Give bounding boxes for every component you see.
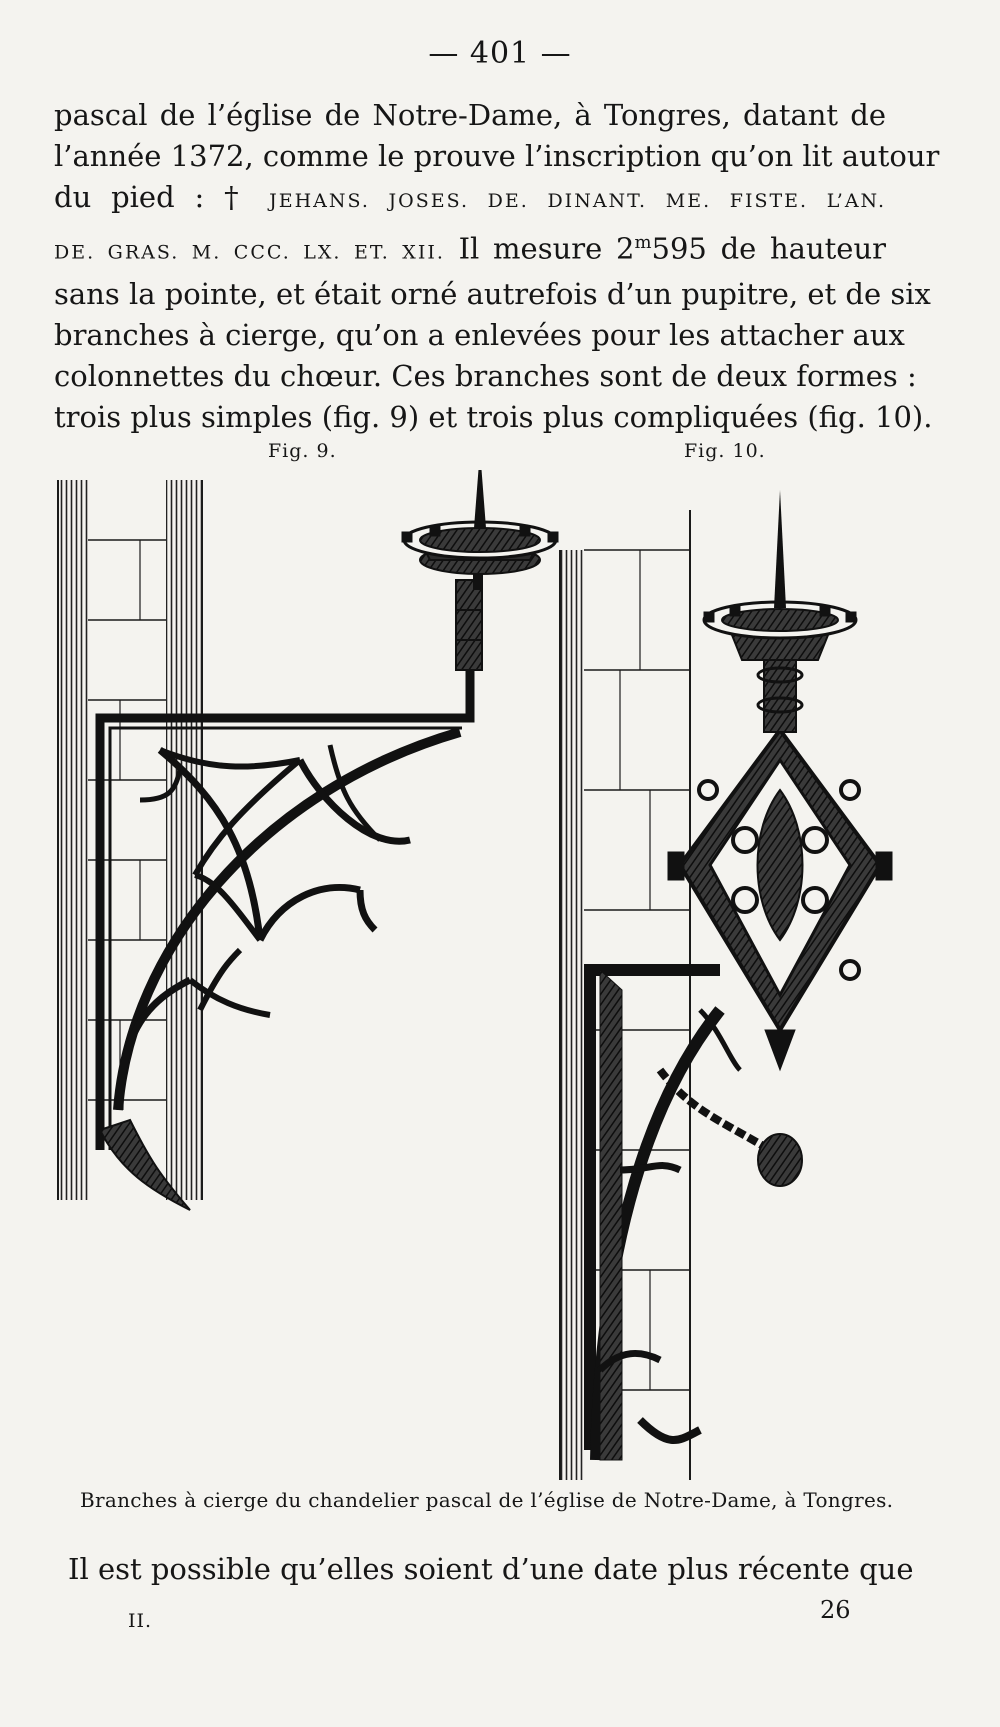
fig9-label: Fig. 9. bbox=[268, 440, 337, 462]
volume-mark: II. bbox=[128, 1610, 153, 1632]
body-line-3-prefix: du pied : bbox=[54, 180, 225, 214]
fig9-column bbox=[58, 480, 202, 1200]
measure-text: Il mesure 2 bbox=[444, 231, 635, 266]
body-line-4 bbox=[54, 222, 886, 274]
body-line-8: trois plus simples (fig. 9) et trois plus compliquées (fig. 10). bbox=[54, 399, 933, 434]
signature-mark: 26 bbox=[820, 1596, 851, 1624]
measure-unit: m bbox=[634, 232, 652, 253]
continuation-line: Il est possible qu’elles soient d’une date plus récente que bbox=[68, 1552, 914, 1586]
fig9-bracket bbox=[100, 580, 482, 1210]
figure-caption: Branches à cierge du chandelier pascal de l’église de Notre-Dame, à Tongres. bbox=[80, 1488, 894, 1512]
engraving-illustration bbox=[0, 470, 1000, 1480]
inscription-part-2: DE. GRAS. M. CCC. LX. ET. XII. bbox=[54, 241, 445, 264]
fig9-candle-cup bbox=[402, 470, 558, 590]
fig10-candle-cup bbox=[704, 490, 856, 660]
fig10-ornament bbox=[668, 650, 892, 1070]
body-line-7: colonnettes du chœur. Ces branches sont de deux formes : bbox=[54, 358, 917, 393]
fig9-drawing bbox=[58, 470, 558, 1210]
inscription-part-1: JEHANS. JOSES. DE. DINANT. ME. FISTE. L’AN. bbox=[269, 190, 886, 212]
measure-tail: 595 de hauteur bbox=[651, 231, 886, 266]
fig10-drawing bbox=[560, 490, 892, 1480]
page-number: — 401 — bbox=[428, 36, 572, 71]
body-paragraph bbox=[54, 95, 940, 438]
fig10-label: Fig. 10. bbox=[684, 440, 766, 462]
cross-symbol: † bbox=[224, 180, 250, 214]
fig10-column bbox=[560, 510, 690, 1480]
body-line-1: pascal de l’église de Notre-Dame, à Tongres, datant de bbox=[54, 98, 886, 132]
body-line-6: branches à cierge, qu’on a enlevées pour les attacher aux bbox=[54, 317, 905, 352]
body-line-3 bbox=[54, 177, 886, 222]
body-line-5: sans la pointe, et était orné autrefois d’un pupitre, et de six bbox=[54, 276, 931, 311]
body-line-2: l’année 1372, comme le prouve l’inscription qu’on lit autour bbox=[54, 139, 940, 173]
